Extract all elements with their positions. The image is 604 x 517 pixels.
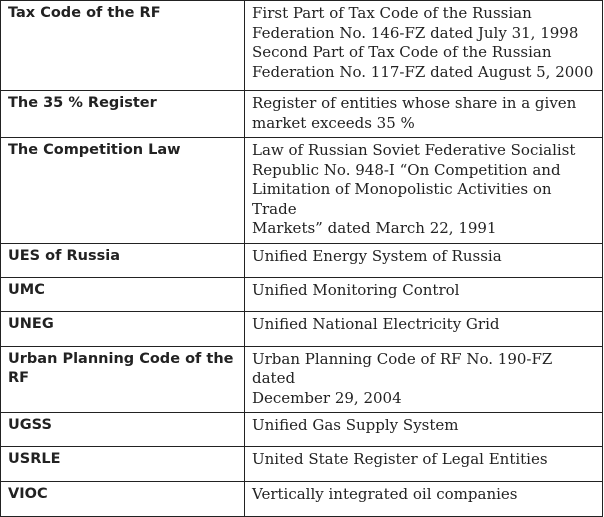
definition-cell	[245, 447, 603, 482]
term-cell: USRLE	[1, 447, 245, 482]
definition-line: Unified National Electricity Grid	[252, 314, 500, 333]
table-row	[1, 447, 603, 482]
definition-cell	[245, 91, 603, 138]
term-cell: UMC	[1, 277, 245, 311]
table-row	[1, 243, 603, 277]
definition-cell	[245, 1, 603, 91]
definition-line: Federation No. 117-FZ dated August 5, 2000	[252, 62, 594, 81]
term-cell: VIOC	[1, 482, 245, 517]
definition-line: December 29, 2004	[252, 388, 402, 407]
definition-line: Markets” dated March 22, 1991	[252, 219, 497, 237]
term-cell: UES of Russia	[1, 243, 245, 277]
table-row	[1, 346, 603, 413]
table-row	[1, 482, 603, 517]
definition-line: Second Part of Tax Code of the Russian	[252, 43, 552, 61]
table-row	[1, 1, 603, 91]
definition-line: Limitation of Monopolistic Activities on Trade	[252, 180, 552, 218]
term-cell: UNEG	[1, 311, 245, 346]
definition-line: First Part of Tax Code of the Russian	[252, 4, 532, 22]
term-cell: Tax Code of the RF	[1, 1, 245, 91]
term-cell: UGSS	[1, 413, 245, 447]
definition-line: United State Register of Legal Entities	[252, 450, 548, 468]
definition-line: Unified Energy System of Russia	[252, 246, 502, 265]
definition-cell	[245, 311, 603, 346]
definition-cell	[245, 277, 603, 311]
table-row	[1, 138, 603, 244]
table-row	[1, 91, 603, 138]
definition-line: Republic No. 948-I “On Competition and	[252, 160, 561, 179]
table-row	[1, 413, 603, 447]
abbreviations-table-body	[1, 1, 603, 517]
definition-line: Register of entities whose share in a given	[252, 94, 577, 112]
term-cell: Urban Planning Code of the RF	[1, 346, 245, 413]
table-row	[1, 277, 603, 311]
definition-cell	[245, 243, 603, 277]
definition-line: Urban Planning Code of RF No. 190-FZ dated	[252, 349, 553, 387]
table-row	[1, 311, 603, 346]
definition-line: Unified Monitoring Control	[252, 280, 460, 299]
definition-line: Vertically integrated oil companies	[252, 485, 518, 503]
term-cell: The 35 % Register	[1, 91, 245, 138]
definition-cell	[245, 346, 603, 413]
term-cell: The Competition Law	[1, 138, 245, 244]
definition-cell	[245, 138, 603, 244]
definition-cell	[245, 482, 603, 517]
definition-line: Federation No. 146-FZ dated July 31, 1998	[252, 23, 579, 42]
definition-line: market exceeds 35 %	[252, 113, 415, 132]
definition-line: Law of Russian Soviet Federative Socialist	[252, 141, 576, 159]
definition-cell	[245, 413, 603, 447]
definition-line: Unified Gas Supply System	[252, 416, 459, 434]
